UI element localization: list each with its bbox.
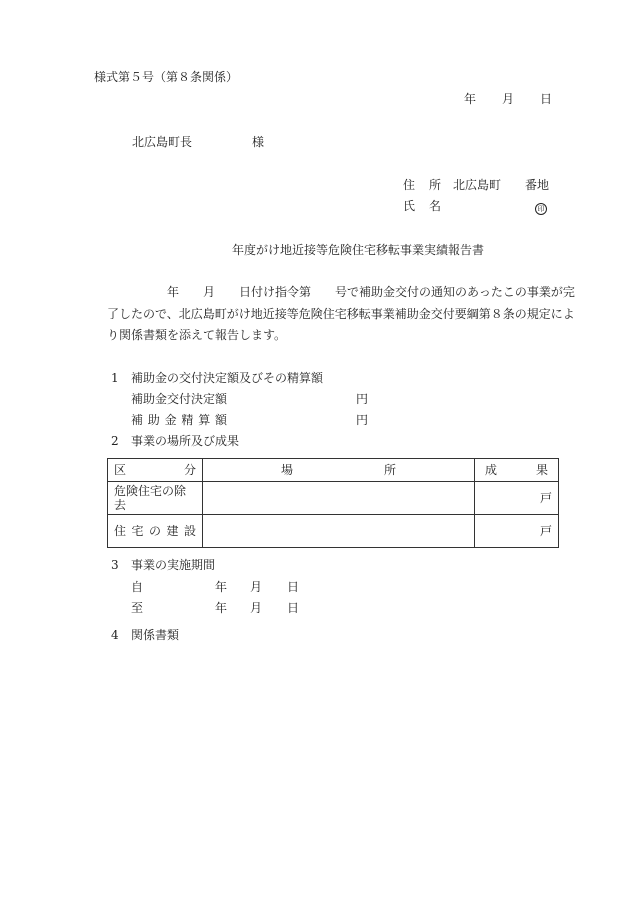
body-line-1-rest: 号で補助金交付の通知のあったこの事業が完 <box>335 285 575 299</box>
date-month-label: 月 <box>502 92 515 106</box>
address-label-2: 所 <box>429 178 442 192</box>
addressee-name: 北広島町長 <box>132 135 193 149</box>
addressee <box>132 135 264 149</box>
decided-amount-yen: 円 <box>356 392 369 406</box>
row-2-place <box>203 515 475 548</box>
name-label-2: 名 <box>429 199 442 213</box>
date-day-label: 日 <box>540 92 553 106</box>
results-table <box>107 458 559 548</box>
header-category: 区 分 <box>108 459 203 482</box>
address-town: 北広島町 <box>453 178 502 192</box>
applicant-name <box>403 199 441 213</box>
table-header-row <box>108 459 559 482</box>
document-title: 年度がけ地近接等危険住宅移転事業実績報告書 <box>232 243 485 257</box>
address-suffix: 番地 <box>525 178 550 192</box>
form-number: 様式第５号（第８条関係） <box>94 70 239 84</box>
body-line-3: り関係書類を添えて報告します。 <box>107 328 287 342</box>
section-4-title: 関係書類 <box>131 628 180 642</box>
row-1-unit: 戸 <box>475 482 559 515</box>
header-place: 場 所 <box>203 459 475 482</box>
row-1-place <box>203 482 475 515</box>
body-year: 年 <box>167 285 180 299</box>
period-from-label: 自 <box>131 580 144 594</box>
period-to-month: 月 <box>250 601 263 615</box>
table-row <box>108 482 559 515</box>
applicant-address <box>403 178 549 192</box>
body-line-1 <box>167 285 575 299</box>
header-result: 成 果 <box>475 459 559 482</box>
period-to-label: 至 <box>131 601 144 615</box>
period-from-day: 日 <box>287 580 300 594</box>
table-row <box>108 515 559 548</box>
name-label-1: 氏 <box>403 199 416 213</box>
body-month: 月 <box>203 285 216 299</box>
row-1-category: 危険住宅の除去 <box>108 482 203 515</box>
settled-amount-label: 補 助 金 精 算 額 <box>131 413 227 427</box>
address-label-1: 住 <box>403 178 416 192</box>
section-3-title: 事業の実施期間 <box>131 558 216 572</box>
section-2-title: 事業の場所及び成果 <box>131 434 240 448</box>
report-date <box>464 92 552 106</box>
decided-amount-label: 補助金交付決定額 <box>131 392 228 406</box>
section-1-number: 1 <box>111 371 119 385</box>
seal-stamp <box>535 200 547 215</box>
row-2-unit: 戸 <box>475 515 559 548</box>
period-from-year: 年 <box>215 580 228 594</box>
seal-icon: 印 <box>535 203 547 215</box>
section-3-number: 3 <box>111 558 119 572</box>
row-2-category: 住 宅 の 建 設 <box>108 515 203 548</box>
addressee-honorific: 様 <box>252 135 265 149</box>
settled-amount-yen: 円 <box>356 413 369 427</box>
date-year-label: 年 <box>464 92 477 106</box>
body-line-2: 了したので、北広島町がけ地近接等危険住宅移転事業補助金交付要綱第８条の規定によ <box>107 307 575 321</box>
section-1-title: 補助金の交付決定額及びその精算額 <box>131 371 324 385</box>
period-to-year: 年 <box>215 601 228 615</box>
period-to-day: 日 <box>287 601 300 615</box>
section-4-number: 4 <box>111 628 119 642</box>
period-from-month: 月 <box>250 580 263 594</box>
section-2-number: 2 <box>111 434 119 448</box>
body-order-prefix: 日付け指令第 <box>239 285 312 299</box>
